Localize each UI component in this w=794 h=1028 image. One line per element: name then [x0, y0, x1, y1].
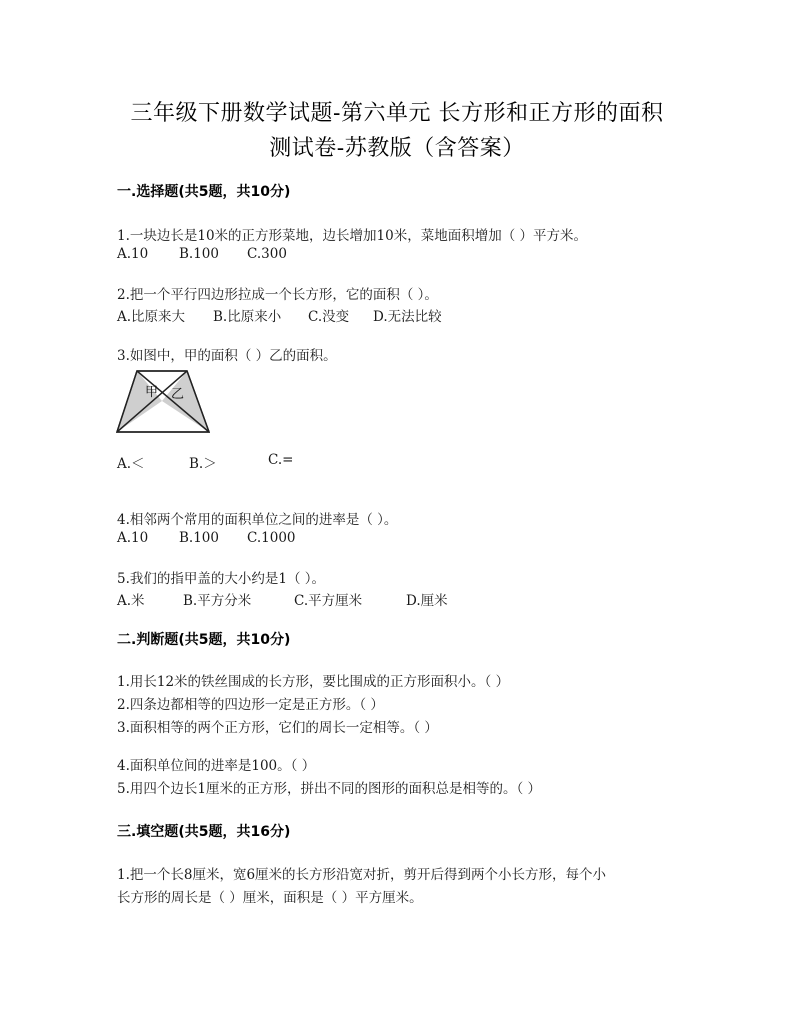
judgment-item-5: 5.用四个边长1厘米的正方形，拼出不同的图形的面积总是相等的。（ ） — [117, 781, 542, 797]
option-d: D.无法比较 — [373, 309, 442, 325]
section-1-heading: 一.选择题(共5题，共10分) — [117, 184, 291, 200]
option-b: B.比原来小 — [213, 309, 282, 325]
fill-question-1-line-1: 1.把一个长8厘米，宽6厘米的长方形沿宽对折，剪开后得到两个小长方形，每个小 — [117, 867, 607, 883]
option-a: A.比原来大 — [117, 309, 186, 325]
option-a: A.10 — [117, 246, 149, 262]
document-title-line-2: 测试卷-苏教版（含答案） — [269, 136, 525, 161]
option-b: B.平方分米 — [183, 593, 252, 609]
option-a: A.＜ — [117, 456, 145, 472]
judgment-item-2: 2.四条边都相等的四边形一定是正方形。（ ） — [117, 697, 384, 713]
judgment-item-3: 3.面积相等的两个正方形，它们的周长一定相等。（ ） — [117, 720, 438, 736]
option-b: B.＞ — [189, 456, 217, 472]
document-title-line-1: 三年级下册数学试题-第六单元 长方形和正方形的面积 — [130, 101, 664, 126]
section-2-heading: 二.判断题(共5题，共10分) — [117, 632, 291, 648]
question-1-1-text: 1.一块边长是10米的正方形菜地，边长增加10米，菜地面积增加（ ）平方米。 — [117, 228, 588, 244]
fill-question-1-line-2: 长方形的周长是（ ）厘米，面积是（ ）平方厘米。 — [117, 890, 423, 906]
question-1-5-text: 5.我们的指甲盖的大小约是1（ ）。 — [117, 571, 326, 587]
question-1-3-text: 3.如图中，甲的面积（ ）乙的面积。 — [117, 348, 337, 364]
label-yi: 乙 — [171, 387, 185, 402]
question-1-2-text: 2.把一个平行四边形拉成一个长方形，它的面积（ ）。 — [117, 287, 438, 303]
option-d: D.厘米 — [406, 593, 448, 609]
option-c: C.300 — [247, 246, 287, 262]
option-b: B.100 — [179, 530, 219, 546]
question-1-4-text: 4.相邻两个常用的面积单位之间的进率是（ ）。 — [117, 512, 398, 528]
option-b: B.100 — [179, 246, 219, 262]
trapezoid-figure — [115, 366, 215, 436]
label-jia: 甲 — [145, 385, 159, 400]
option-c: C.1000 — [247, 530, 296, 546]
option-c: C.平方厘米 — [294, 593, 363, 609]
option-a: A.米 — [117, 593, 145, 609]
option-c: C.= — [268, 452, 294, 468]
judgment-item-1: 1.用长12米的铁丝围成的长方形，要比围成的正方形面积小。（ ） — [117, 674, 510, 690]
option-c: C.没变 — [308, 309, 350, 325]
section-3-heading: 三.填空题(共5题，共16分) — [117, 824, 291, 840]
judgment-item-4: 4.面积单位间的进率是100。（ ） — [117, 758, 316, 774]
option-a: A.10 — [117, 530, 149, 546]
